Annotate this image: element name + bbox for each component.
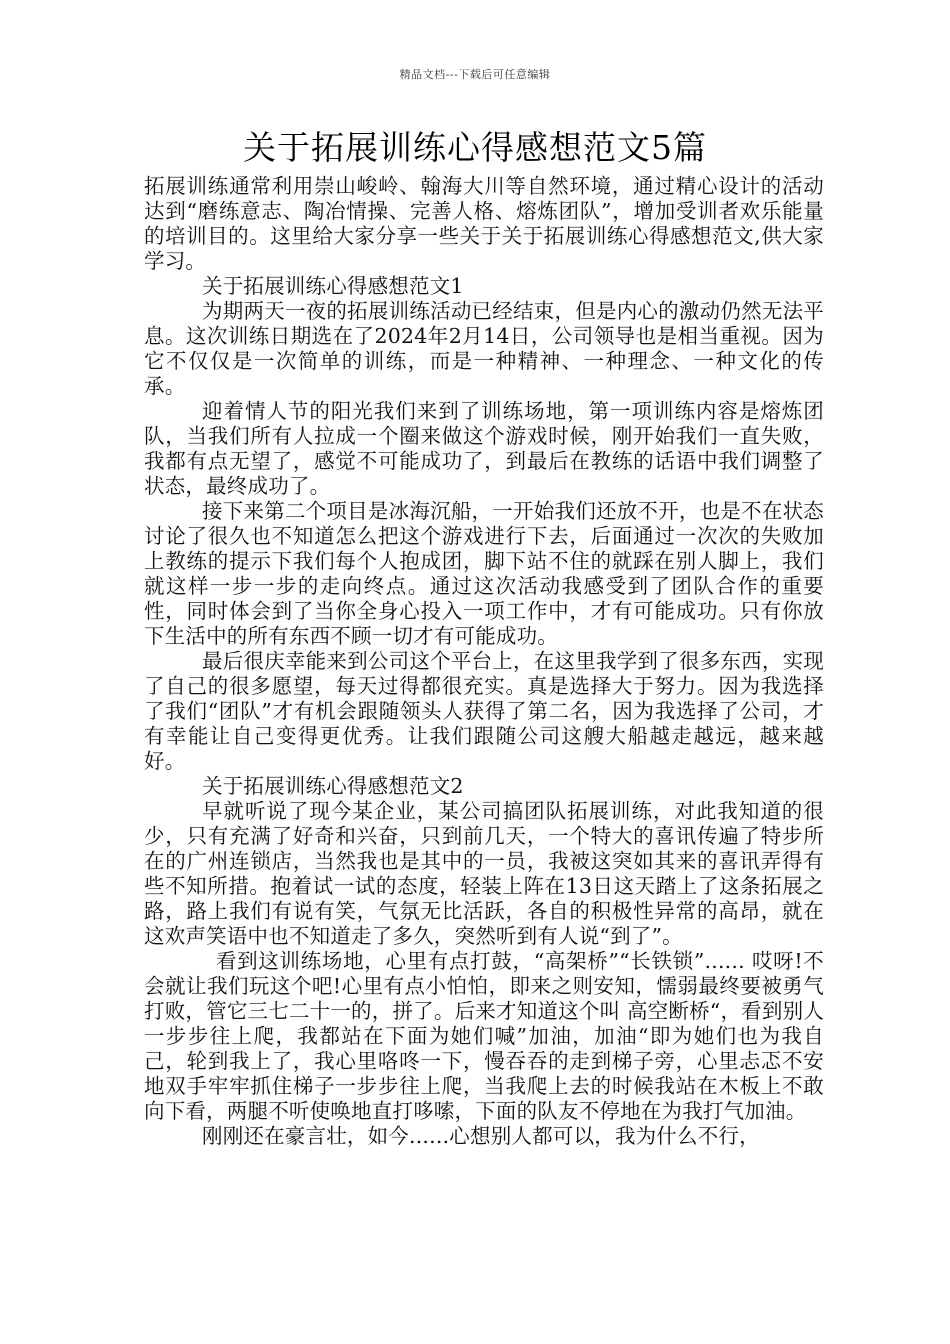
paragraph-4: 最后很庆幸能来到公司这个平台上，在这里我学到了很多东西，实现了自己的很多愿望，每天过得都很充实。真是选择大于努力。因为我选择了我们“团队”才有机会跟随领头人获得了第二名，因为我选择了公司，才有幸能让自己变得更优秀。让我们跟随公司这艘大船越走越远，越来越好。 <box>144 649 824 773</box>
paragraph-3: 接下来第二个项目是冰海沉船，一开始我们还放不开，也是不在状态讨论了很久也不知道怎么把这个游戏进行下去，后面通过一次次的失败加上教练的提示下我们每个人抱成团，脚下站不住的就踩在别人脚上，我们就这样一步一步的走向终点。通过这次活动我感受到了团队合作的重要性，同时体会到了当你全身心投入一项工作中，才有可能成功。只有你放下生活中的所有东西不顾一切才有可能成功。 <box>144 499 824 648</box>
intro-paragraph: 拓展训练通常利用崇山峻岭、翰海大川等自然环境，通过精心设计的活动达到“磨练意志、陶冶情操、完善人格、熔炼团队”，增加受训者欢乐能量的培训目的。这里给大家分享一些关于关于拓展训练心得感想范文,供大家学习。 <box>144 174 824 273</box>
paragraph-6: 看到这训练场地，心里有点打鼓，“高架桥”“长铁锁”...... 哎呀!不会就让我们玩这个吧!心里有点小怕怕，即来之则安知，懦弱最终要被勇气打败，管它三七二十一的，拼了。后来才知道这个叫 高空断桥“，看到别人一步步往上爬，我都站在下面为她们喊”加油，加油“即为她们也为我自己，轮到我上了，我心里咯咚一下，慢吞吞的走到梯子旁，心里忐忑不安地双手牢牢抓住梯子一步步往上爬，当我爬上去的时候我站在木板上不敢向下看，两腿不听使唤地直打哆嗦，下面的队友不停地在为我打气加油。 <box>144 949 824 1123</box>
document-title: 关于拓展训练心得感想范文5篇 <box>243 128 707 167</box>
paragraph-5: 早就听说了现今某企业，某公司搞团队拓展训练，对此我知道的很少，只有充满了好奇和兴奋，只到前几天，一个特大的喜讯传遍了特步所在的广州连锁店，当然我也是其中的一员，我被这突如其来的喜讯弄得有些不知所措。抱着试一试的态度，轻装上阵在13日这天踏上了这条拓展之路，路上我们有说有笑，气氛无比活跃，各自的积极性异常的高昂，就在这欢声笑语中也不知道走了多久，突然听到有人说“到了”。 <box>144 799 824 948</box>
paragraph-2: 迎着情人节的阳光我们来到了训练场地，第一项训练内容是熔炼团队，当我们所有人拉成一个圈来做这个游戏时候，刚开始我们一直失败，我都有点无望了，感觉不可能成功了，到最后在教练的话语中我们调整了状态，最终成功了。 <box>144 399 824 498</box>
section-heading-2: 关于拓展训练心得感想范文2 <box>202 774 464 798</box>
paragraph-1: 为期两天一夜的拓展训练活动已经结束，但是内心的激动仍然无法平息。这次训练日期选在了2024年2月14日，公司领导也是相当重视。因为它不仅仅是一次简单的训练，而是一种精神、一种理念、一种文化的传承。 <box>144 299 824 398</box>
section-heading-1: 关于拓展训练心得感想范文1 <box>202 274 464 298</box>
document-body <box>144 174 824 1149</box>
paragraph-7: 刚刚还在豪言壮，如今......心想别人都可以，我为什么不行， <box>202 1124 760 1148</box>
header-note: 精品文档---下载后可任意编辑 <box>399 68 551 81</box>
